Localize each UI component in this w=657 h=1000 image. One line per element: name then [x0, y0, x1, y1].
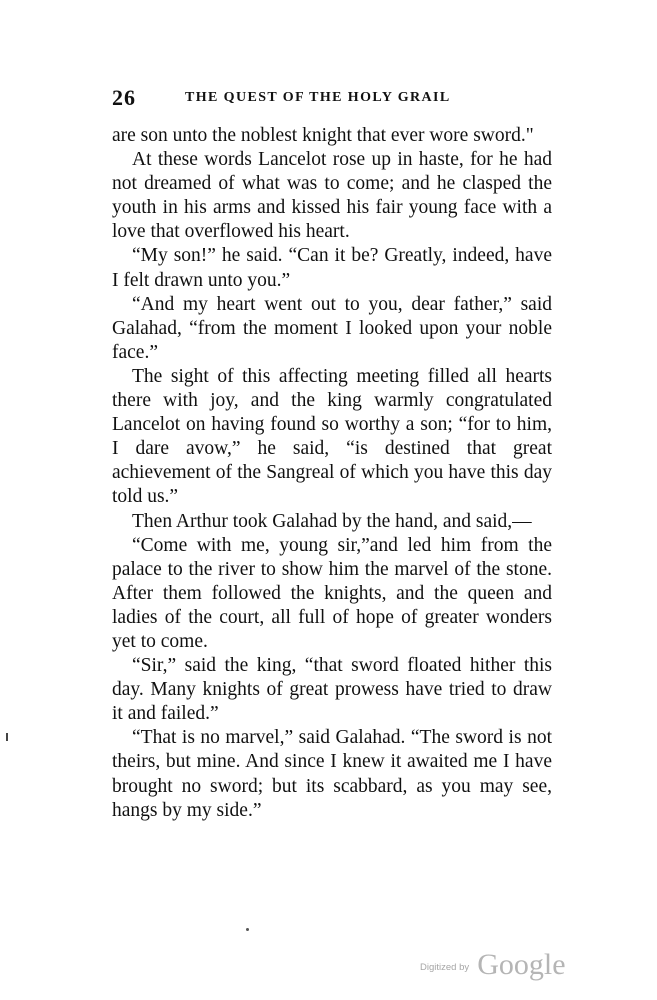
paragraph: “And my heart went out to you, dear father,” said Galahad, “from the moment I looked upon your noble face.”	[112, 293, 552, 363]
watermark-prefix: Digitized by	[420, 962, 470, 973]
margin-mark	[6, 733, 8, 741]
paragraph: Then Arthur took Galahad by the hand, and said,—	[132, 510, 532, 532]
paragraph-continuation: are son unto the noblest knight that ever wore sword."	[112, 125, 534, 146]
stray-ink-dot	[246, 928, 249, 931]
paragraph: The sight of this affecting meeting filled all hearts there with joy, and the king warmly congratulated Lancelot on having found so worthy a son; “for to him, I dare avow,” he said, “is destined that great achievement of the Sangreal of which you have this day told us.”	[112, 365, 552, 508]
google-logo: Google	[477, 948, 566, 981]
page-header	[112, 85, 552, 111]
body-text	[112, 124, 552, 823]
paragraph: At these words Lancelot rose up in haste, for he had not dreamed of what was to come; and he clasped the youth in his arms and kissed his fair young face with a love that overflowed his heart.	[112, 149, 552, 243]
running-title: THE QUEST OF THE HOLY GRAIL	[185, 90, 451, 105]
digitization-watermark	[420, 948, 566, 982]
page-number: 26	[112, 85, 136, 110]
paragraph: “Sir,” said the king, “that sword floated hither this day. Many knights of great prowess have tried to draw it and failed.”	[112, 655, 552, 725]
paragraph: “Come with me, young sir,”and led him from the palace to the river to show him the marvel of the stone. After them followed the knights, and the queen and ladies of the court, all full of hope of greater wonders yet to come.	[112, 534, 552, 652]
paragraph: “My son!” he said. “Can it be? Greatly, indeed, have I felt drawn unto you.”	[112, 245, 552, 291]
paragraph: “That is no marvel,” said Galahad. “The sword is not theirs, but mine. And since I knew it awaited me I have brought no sword; but its scabbard, as you may see, hangs by my side.”	[112, 727, 552, 821]
